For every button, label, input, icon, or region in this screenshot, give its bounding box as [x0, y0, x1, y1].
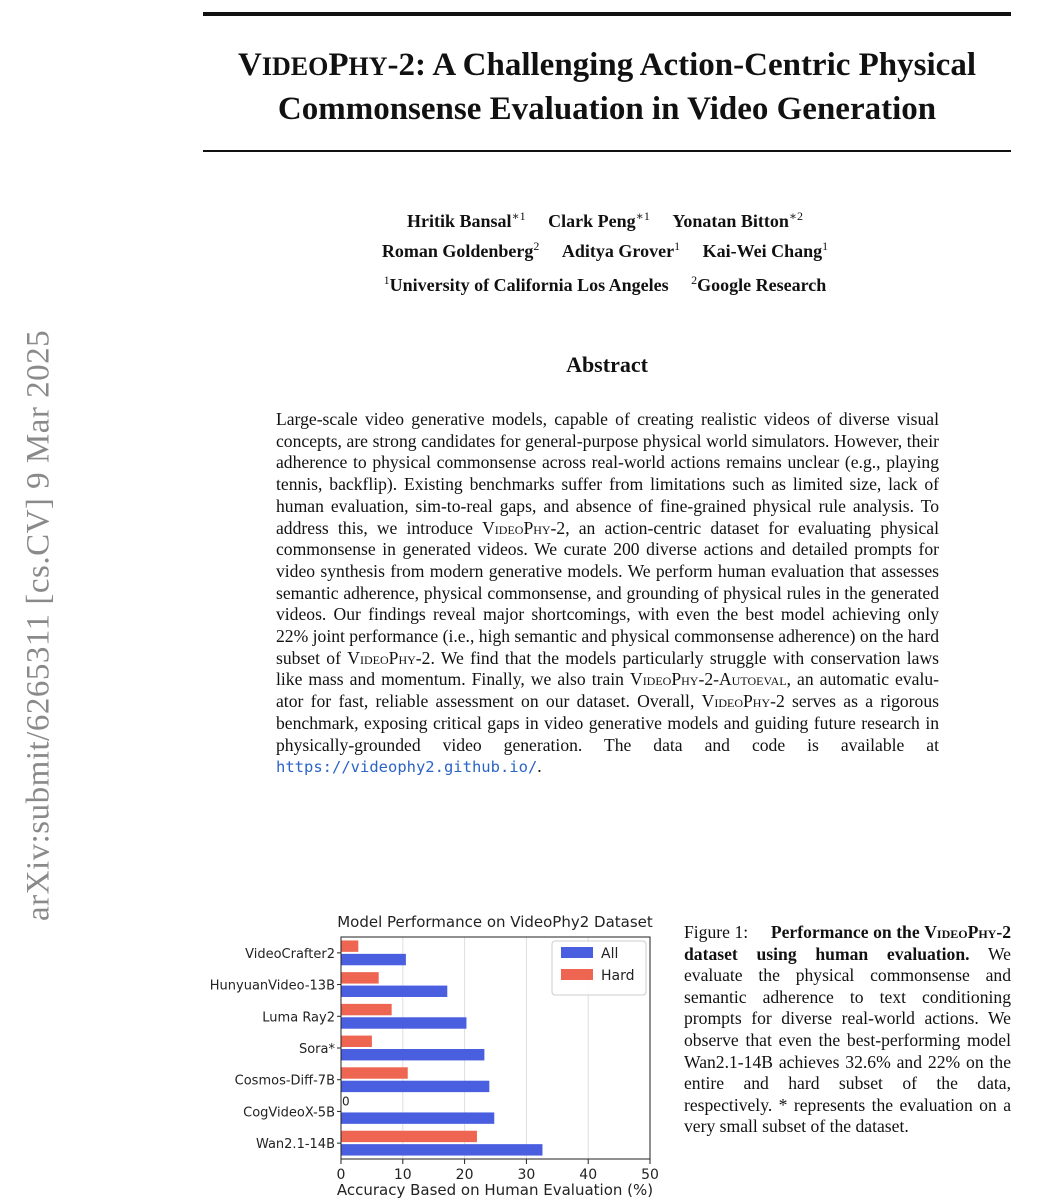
x-tick-label: 10: [393, 1167, 412, 1183]
performance-bar-chart: [200, 905, 670, 1200]
x-tick-label: 40: [579, 1167, 598, 1183]
title-line2: Commonsense Evaluation in Video Generation: [277, 91, 937, 127]
author: Hritik Bansal$^{∗1}$: [406, 209, 526, 231]
project-link[interactable]: https://videophy2.github.io/: [276, 758, 538, 777]
category-label: Cosmos-Diff-7B: [234, 1073, 335, 1089]
x-tick-label: 30: [517, 1167, 536, 1183]
author: Clark Peng$^{∗1}$: [548, 209, 650, 231]
affiliation: $^2$Google Research: [691, 273, 827, 295]
category-label: Wan2.1-14B: [255, 1137, 335, 1153]
category-label: Luma Ray2: [262, 1010, 335, 1026]
dataset-name: VideoPhy-2: [482, 517, 566, 538]
author: Aditya Grover$^1$: [561, 239, 681, 261]
x-tick-label: 0: [336, 1167, 346, 1183]
bar-hard: [341, 940, 358, 951]
chart-legend: [552, 941, 646, 995]
arxiv-side-stamp: arXiv:submit/6265311 [cs.CV] 9 Mar 2025: [20, 329, 57, 921]
title-bottom-rule: [203, 150, 1011, 152]
legend-swatch-hard: [561, 969, 593, 980]
bar-hard: [341, 1004, 392, 1015]
bar-hard: [341, 1067, 408, 1078]
caption-text: We evaluate the physical commonsense and semantic adherence to text conditioning prompts for diverse real-world actions. We observe that even the best-performing model Wan2.1-14B achieves 32.6% and 22% on the entire and hard subset of the data, respectively. * represents the evaluation on a very small subset of the dataset.: [684, 943, 1011, 1137]
category-label: VideoCrafter2: [245, 946, 335, 962]
bar-all: [341, 986, 447, 997]
title-name: VIDEOPHY-2: [238, 47, 415, 83]
caption-bold: Performance on the VideoPhy-2 dataset using human evaluation.: [684, 922, 1011, 964]
abstract-heading: Abstract: [566, 352, 648, 377]
bar-all: [341, 1049, 484, 1060]
author-list: [270, 204, 940, 264]
category-label: Sora*: [298, 1042, 335, 1057]
x-tick-label: 20: [455, 1167, 474, 1183]
abstract-body: Large-scale video generative models, capable of creating realistic videos of diverse visual concepts, are strong candidates for general-purpose physical world simulators. However, their adherence to physical commonsense across real-world actions remains unclear (e.g., playing tennis, backflip). Existing benchmarks suffer from limitations such as limited size, lack of human evaluation, sim-to-real gaps, and absence of fine-grained physical rule analysis. To address this, we introduce VideoPhy-2, an action-centric dataset for evaluating physical commonsense in generated videos. We curate 200 diverse actions and detailed prompts for video synthesis from modern generative models. We perform human evaluation that assesses semantic adherence, physical commonsense, and grounding of physical rules in the generated videos. Our findings reveal major shortcomings, with even the best model achieving only 22% joint performance (i.e., high semantic and physical commonsense adherence) on the hard subset of VideoPhy-2. We find that the models particularly struggle with conservation laws like mass and momentum. Finally, we also train VideoPhy-2-Autoeval, an automatic evaluator for fast, reliable assessment on our dataset. Overall, VideoPhy-2 serves as a rigorous benchmark, exposing critical gaps in video generative models and guiding future research in physically-grounded video generation. The data and code is available at https://videophy2.github.io/.: [276, 409, 940, 777]
bar-all: [341, 1112, 494, 1123]
affiliation: $^1$University of California Los Angeles: [383, 273, 669, 295]
figure-label: Figure 1:: [684, 922, 749, 942]
author: Yonatan Bitton$^{∗2}$: [672, 209, 804, 231]
author: Roman Goldenberg$^2$: [381, 239, 540, 261]
dataset-name: VideoPhy-2: [701, 691, 785, 712]
bar-hard: [341, 1131, 477, 1142]
bar-all: [341, 1081, 489, 1092]
chart-bars: [341, 940, 542, 1155]
category-label: CogVideoX-5B: [243, 1105, 335, 1121]
title-top-rule: [203, 12, 1011, 16]
affiliations: [270, 273, 940, 296]
category-label: HunyuanVideo-13B: [209, 978, 335, 994]
figure-caption: [684, 922, 1011, 1138]
x-axis-label: Accuracy Based on Human Evaluation (%): [336, 1181, 654, 1199]
dataset-name: VideoPhy-2: [347, 647, 431, 668]
legend-label-all: All: [601, 946, 619, 962]
legend-swatch-all: [561, 947, 593, 958]
chart-category-labels: [210, 947, 341, 1152]
author: Kai-Wei Chang$^1$: [702, 239, 829, 261]
autoeval-name: VideoPhy-2-Autoeval: [629, 669, 787, 690]
bar-all: [341, 1017, 466, 1028]
chart-title: Model Performance on VideoPhy2 Dataset: [337, 913, 653, 931]
title-line1-rest: : A Challenging Action-Centric Physical: [414, 47, 976, 83]
paper-title: [203, 44, 1011, 130]
legend-label-hard: Hard: [601, 968, 635, 984]
chart-x-ticks: [337, 1159, 659, 1183]
bar-all: [341, 954, 406, 965]
bar-value-annotation: 0: [342, 1094, 350, 1109]
bar-all: [341, 1144, 542, 1155]
bar-hard: [341, 1036, 372, 1047]
bar-hard: [341, 972, 379, 983]
x-tick-label: 50: [641, 1167, 659, 1183]
